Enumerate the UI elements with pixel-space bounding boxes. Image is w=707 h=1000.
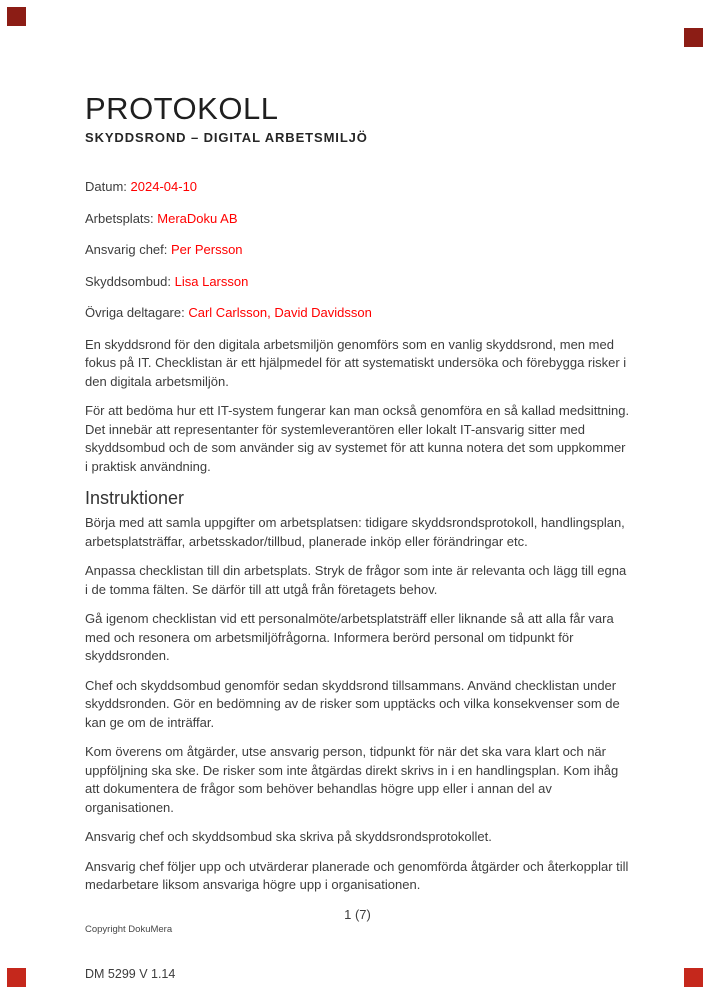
instruction-paragraph: Ansvarig chef följer upp och utvärderar planerade och genomförda åtgärder och återkopplar till medarbetare liksom ansvariga högre upp i organisationen.: [85, 858, 629, 892]
instruction-paragraph: Ansvarig chef och skyddsombud ska skriva på skyddsrondsprotokollet.: [85, 829, 492, 844]
page-number: 1 (7): [344, 906, 371, 922]
section-heading-instruktioner: Instruktioner: [85, 488, 185, 508]
field-label: Skyddsombud:: [85, 273, 171, 289]
instruction-paragraph: Chef och skyddsombud genomför sedan skyddsrond tillsammans. Använd checklistan under skyddsronden. Gör en bedömning av de risker som upptäcks och vilka konsekvenser som de kan ge om de inträffar.: [85, 677, 620, 730]
copyright-notice: Copyright DokuMera: [85, 924, 173, 935]
field-label: Ansvarig chef:: [85, 242, 168, 257]
document-id: DM 5299 V 1.14: [85, 967, 176, 981]
page-subtitle: SKYDDSROND – DIGITAL ARBETSMILJÖ: [85, 130, 368, 145]
field-datum: [85, 178, 630, 197]
field-ansvarig-chef: [85, 241, 630, 260]
field-label: Övriga deltagare:: [85, 305, 185, 320]
intro-paragraph: För att bedöma hur ett IT-system fungerar kan man också genomföra en så kallad medsittning. Det innebär att representanter för systemleverantören eller lokalt IT-ansvarig sitter med skyddsombud och de som använder sig av systemet för att kunna notera det som uppkommer i praktisk användning.: [85, 403, 630, 474]
corner-mark-icon: [7, 968, 26, 987]
instruction-paragraph: Gå igenom checklistan vid ett personalmöte/arbetsplatsträff eller liknande så att alla får vara med och resonera om arbetsmiljöfrågorna. Informera berörd personal om tidpunkt för skyddsronden.: [85, 611, 614, 663]
field-list: [85, 178, 630, 323]
corner-mark-icon: [7, 7, 26, 26]
field-value: MeraDoku AB: [157, 210, 238, 226]
instruction-paragraph: Anpassa checklistan till din arbetsplats. Stryk de frågor som inte är relevanta och lägg till egna i de tomma fälten. Se därför till att utgå från företagets behov.: [85, 563, 627, 597]
field-value: Lisa Larsson: [174, 273, 249, 289]
field-value: 2024-04-10: [130, 179, 198, 194]
field-value: Carl Carlsson, David Davidsson: [188, 305, 372, 320]
instruction-paragraph: Börja med att samla uppgifter om arbetsplatsen: tidigare skyddsrondsprotokoll, handlingsplan, arbetsplatsträffar, arbetsskador/tillbud, planerade inköp eller förändringar etc.: [85, 515, 625, 549]
field-label: Arbetsplats:: [85, 210, 154, 226]
field-ovriga-deltagare: [85, 304, 630, 323]
instruction-paragraph: Kom överens om åtgärder, utse ansvarig person, tidpunkt för när det ska vara klart och när uppföljning ska ske. De risker som inte åtgärdas direkt skrivs in i en handlingsplan. Kom ihåg att dokumentera de frågor som behöver behandlas högre upp eller i annan del av organisationen.: [85, 744, 619, 815]
field-skyddsombud: [85, 273, 630, 292]
corner-mark-icon: [684, 28, 703, 47]
field-label: Datum:: [85, 179, 127, 194]
corner-mark-icon: [684, 968, 703, 987]
field-arbetsplats: [85, 210, 630, 229]
page-title: PROTOKOLL: [85, 91, 279, 126]
document-content: [85, 93, 630, 981]
intro-paragraph: En skyddsrond för den digitala arbetsmiljön genomförs som en vanlig skyddsrond, men med fokus på IT. Checklistan är ett hjälpmedel för att systematiskt undersöka och förebygga risker i den digitala arbetsmiljön.: [85, 336, 627, 389]
field-value: Per Persson: [171, 242, 243, 257]
